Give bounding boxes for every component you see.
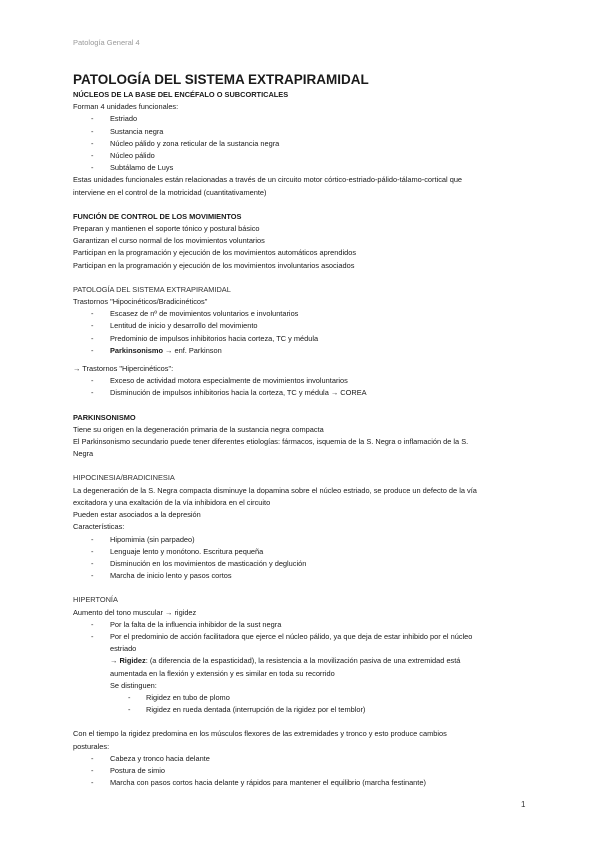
section-heading-hipocinesia: HIPOCINESIA/BRADICINESIA (73, 473, 175, 483)
page-title: PATOLOGÍA DEL SISTEMA EXTRAPIRAMIDAL (73, 72, 369, 87)
paragraph: Garantizan el curso normal de los movimientos voluntarios (73, 236, 265, 246)
list-item: - Subtálamo de Luys (91, 163, 174, 173)
list-item: - Exceso de actividad motora especialmente de movimientos involuntarios (91, 376, 348, 386)
list-item: - Núcleo pálido (91, 151, 155, 161)
list-item: - Sustancia negra (91, 126, 164, 136)
list-item: - Lenguaje lento y monótono. Escritura pequeña (91, 546, 264, 556)
paragraph: Pueden estar asociados a la depresión (73, 510, 201, 520)
paragraph: Aumento del tono muscular → rigidez (73, 607, 197, 617)
paragraph: interviene en el control de la motricidad (cuantitativamente) (73, 187, 267, 197)
page-number: 1 (521, 800, 526, 809)
list-item: - Estriado (91, 114, 138, 124)
paragraph: Participan en la programación y ejecución de los movimientos automáticos aprendidos (73, 248, 357, 258)
paragraph: Forman 4 unidades funcionales: (73, 102, 179, 112)
list-item: - Marcha de inicio lento y pasos cortos (91, 571, 232, 581)
section-heading-nucleos: NÚCLEOS DE LA BASE DEL ENCÉFALO O SUBCORTICALES (73, 90, 289, 99)
paragraph: Preparan y mantienen el soporte tónico y postural básico (73, 224, 260, 234)
list-item: - Disminución en los movimientos de masticación y deglución (91, 558, 307, 568)
list-item: - Predominio de impulsos inhibitorios hacia corteza, TC y médula (91, 333, 319, 343)
list-item: - Disminución de impulsos inhibitorios hacia la corteza, TC y médula → COREA (91, 388, 367, 398)
list-item: - Núcleo pálido y zona reticular de la sustancia negra (91, 138, 280, 148)
section-heading-hipertonia: HIPERTONÍA (73, 595, 118, 605)
list-item: - Escasez de nº de movimientos voluntarios e involuntarios (91, 309, 299, 319)
list-item: - Por el predominio de acción facilitadora que ejerce el núcleo pálido, ya que deja de estar inhibido por el núcleo (91, 631, 473, 641)
paragraph: Estas unidades funcionales están relacionadas a través de un circuito motor córtico-estriado-pálido-tálamo-cortical que (73, 175, 463, 185)
list-posturales (73, 753, 533, 790)
paragraph: Trastornos "Hipocinéticos/Bradicinéticos" (73, 297, 208, 307)
list-hipertonia (73, 619, 533, 643)
paragraph: Participan en la programación y ejecución de los movimientos involuntarios asociados (73, 260, 355, 270)
page-header: Patología General 4 (73, 38, 140, 47)
list-item: - Hipomimia (sin parpadeo) (91, 534, 195, 544)
section-heading-funcion: FUNCIÓN DE CONTROL DE LOS MOVIMIENTOS (73, 211, 242, 221)
paragraph: Con el tiempo la rigidez predomina en los músculos flexores de las extremidades y tronco y esto produce cambios (73, 729, 447, 739)
list-item: - Postura de simio (91, 765, 166, 775)
list-unidades (73, 113, 533, 174)
list-item: - Marcha con pasos cortos hacia delante y rápidos para mantener el equilibrio (marcha festinante) (91, 778, 426, 788)
list-rigidez (73, 692, 533, 716)
list-item: - Por la falta de la influencia inhibidor de la sust negra (91, 619, 282, 629)
section-heading-parkinsonismo: PARKINSONISMO (73, 412, 136, 422)
paragraph: Negra (73, 449, 94, 459)
document-body (73, 72, 533, 789)
paragraph: Tiene su origen en la degeneración primaria de la sustancia negra compacta (73, 424, 324, 434)
paragraph: La degeneración de la S. Negra compacta disminuye la dopamina sobre el núcleo estriado, se produce un defecto de la vía (73, 485, 477, 495)
paragraph: excitadora y una exaltación de la vía inhibidora en el circuito (73, 497, 271, 507)
list-item: - Rigidez en tubo de plomo (128, 692, 230, 702)
paragraph: aumentada en la flexión y extensión y es similar en toda su recorrido (110, 668, 335, 678)
list-item: - Rigidez en rueda dentada (interrupción de la rigidez por el temblor) (128, 705, 366, 715)
paragraph: El Parkinsonismo secundario puede tener diferentes etiologías: fármacos, isquemia de la S. Negra o inflamación de la S. (73, 437, 469, 447)
paragraph: → Trastornos "Hipercinéticos": (73, 364, 174, 374)
list-item: - Parkinsonismo → enf. Parkinson (91, 345, 222, 355)
list-item: - Lentitud de inicio y desarrollo del movimiento (91, 321, 258, 331)
paragraph: → Rigidez: (a diferencia de la espasticidad), la resistencia a la movilización pasiva de una extremidad está (110, 656, 461, 666)
paragraph: posturales: (73, 741, 110, 751)
paragraph: estriado (110, 644, 137, 654)
paragraph: Características: (73, 522, 125, 532)
section-heading-patologia: PATOLOGÍA DEL SISTEMA EXTRAPIRAMIDAL (73, 284, 231, 294)
list-hipocineticos (73, 308, 533, 357)
list-item: - Cabeza y tronco hacia delante (91, 753, 210, 763)
list-hipercineticos (73, 375, 533, 399)
list-caracteristicas (73, 534, 533, 583)
paragraph: Se distinguen: (110, 680, 157, 690)
